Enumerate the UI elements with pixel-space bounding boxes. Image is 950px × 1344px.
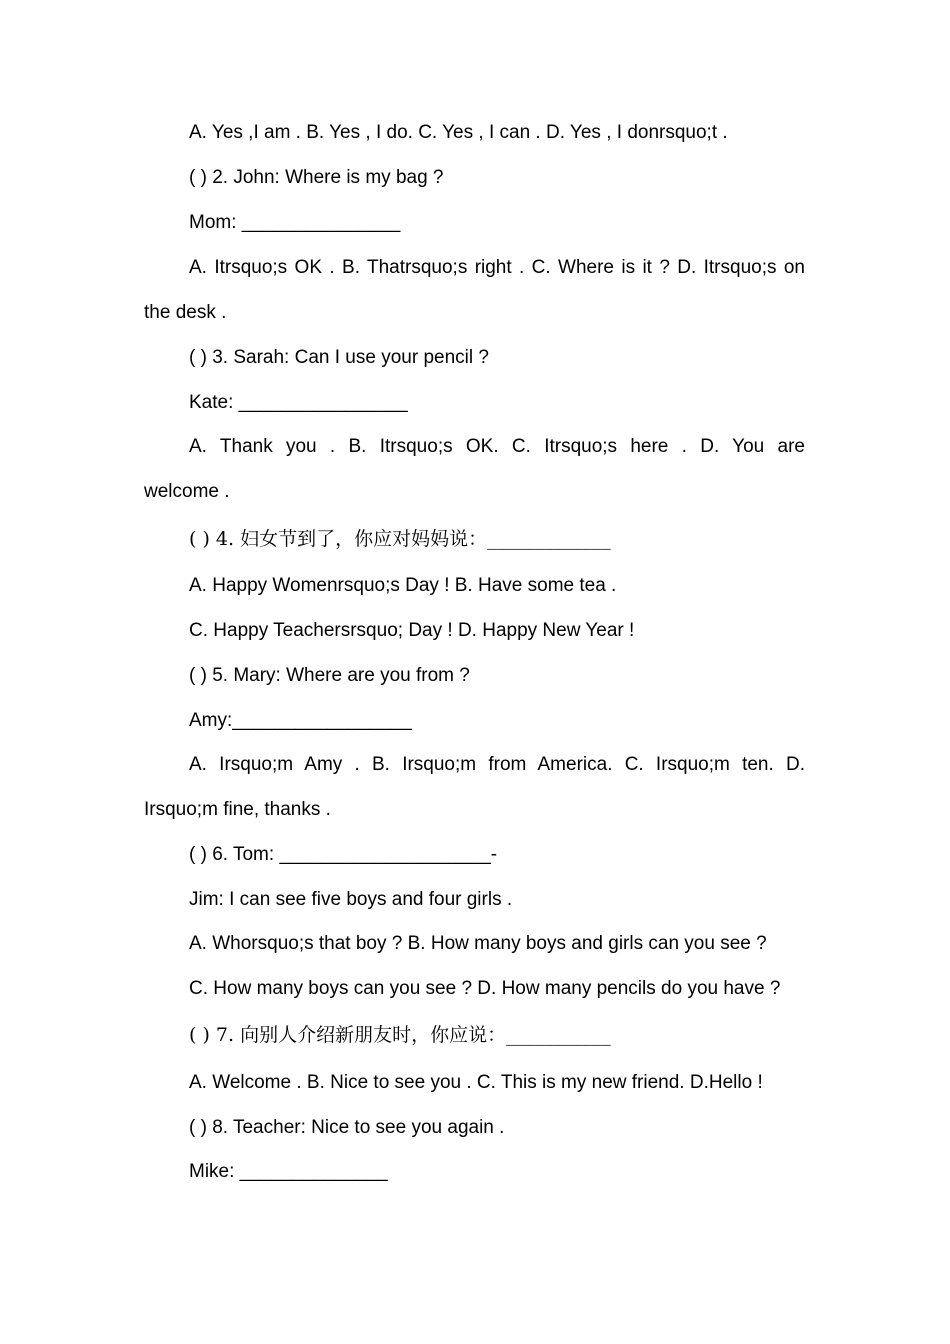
q5-answer-blank: Amy:_________________ <box>189 710 412 731</box>
q2-options-continued: the desk . <box>144 302 227 323</box>
q5-options: A. Irsquo;m Amy . B. Irsquo;m from America. C. Irsquo;m ten. D. <box>189 754 805 775</box>
q3-options-continued: welcome . <box>144 481 230 502</box>
q4-options-ab: A. Happy Womenrsquo;s Day ! B. Have some tea . <box>189 575 617 596</box>
q5-options-continued: Irsquo;m fine, thanks . <box>144 799 331 820</box>
q5-question: ( ) 5. Mary: Where are you from ? <box>189 665 470 686</box>
q6-question: ( ) 6. Tom: ____________________- <box>189 844 498 865</box>
q8-answer-blank: Mike: ______________ <box>189 1161 388 1182</box>
q7-options: A. Welcome . B. Nice to see you . C. This is my new friend. D.Hello ! <box>189 1072 763 1093</box>
q7-question: ( ) 7. 向别人介绍新朋友时，你应说：___________ <box>189 1024 611 1046</box>
q8-question: ( ) 8. Teacher: Nice to see you again . <box>189 1117 505 1138</box>
q2-answer-blank: Mom: _______________ <box>189 212 401 233</box>
q4-question: ( ) 4. 妇女节到了，你应对妈妈说：_____________ <box>189 528 611 550</box>
q6-options-ab: A. Whorsquo;s that boy ? B. How many boys and girls can you see ? <box>189 933 767 954</box>
q6-options-cd: C. How many boys can you see ? D. How many pencils do you have ? <box>189 978 781 999</box>
q2-question: ( ) 2. John: Where is my bag ? <box>189 167 444 188</box>
q3-answer-blank: Kate: ________________ <box>189 392 408 413</box>
q3-question: ( ) 3. Sarah: Can I use your pencil ? <box>189 347 489 368</box>
q6-response: Jim: I can see five boys and four girls . <box>189 889 513 910</box>
q1-options: A. Yes ,I am . B. Yes , I do. C. Yes , I can . D. Yes , I donrsquo;t . <box>189 122 728 143</box>
q3-options: A. Thank you . B. Itrsquo;s OK. C. Itrsquo;s here . D. You are <box>189 436 805 457</box>
q2-options: A. Itrsquo;s OK . B. Thatrsquo;s right . C. Where is it ? D. Itrsquo;s on <box>189 257 805 278</box>
q4-options-cd: C. Happy Teachersrsquo; Day ! D. Happy New Year ! <box>189 620 635 641</box>
